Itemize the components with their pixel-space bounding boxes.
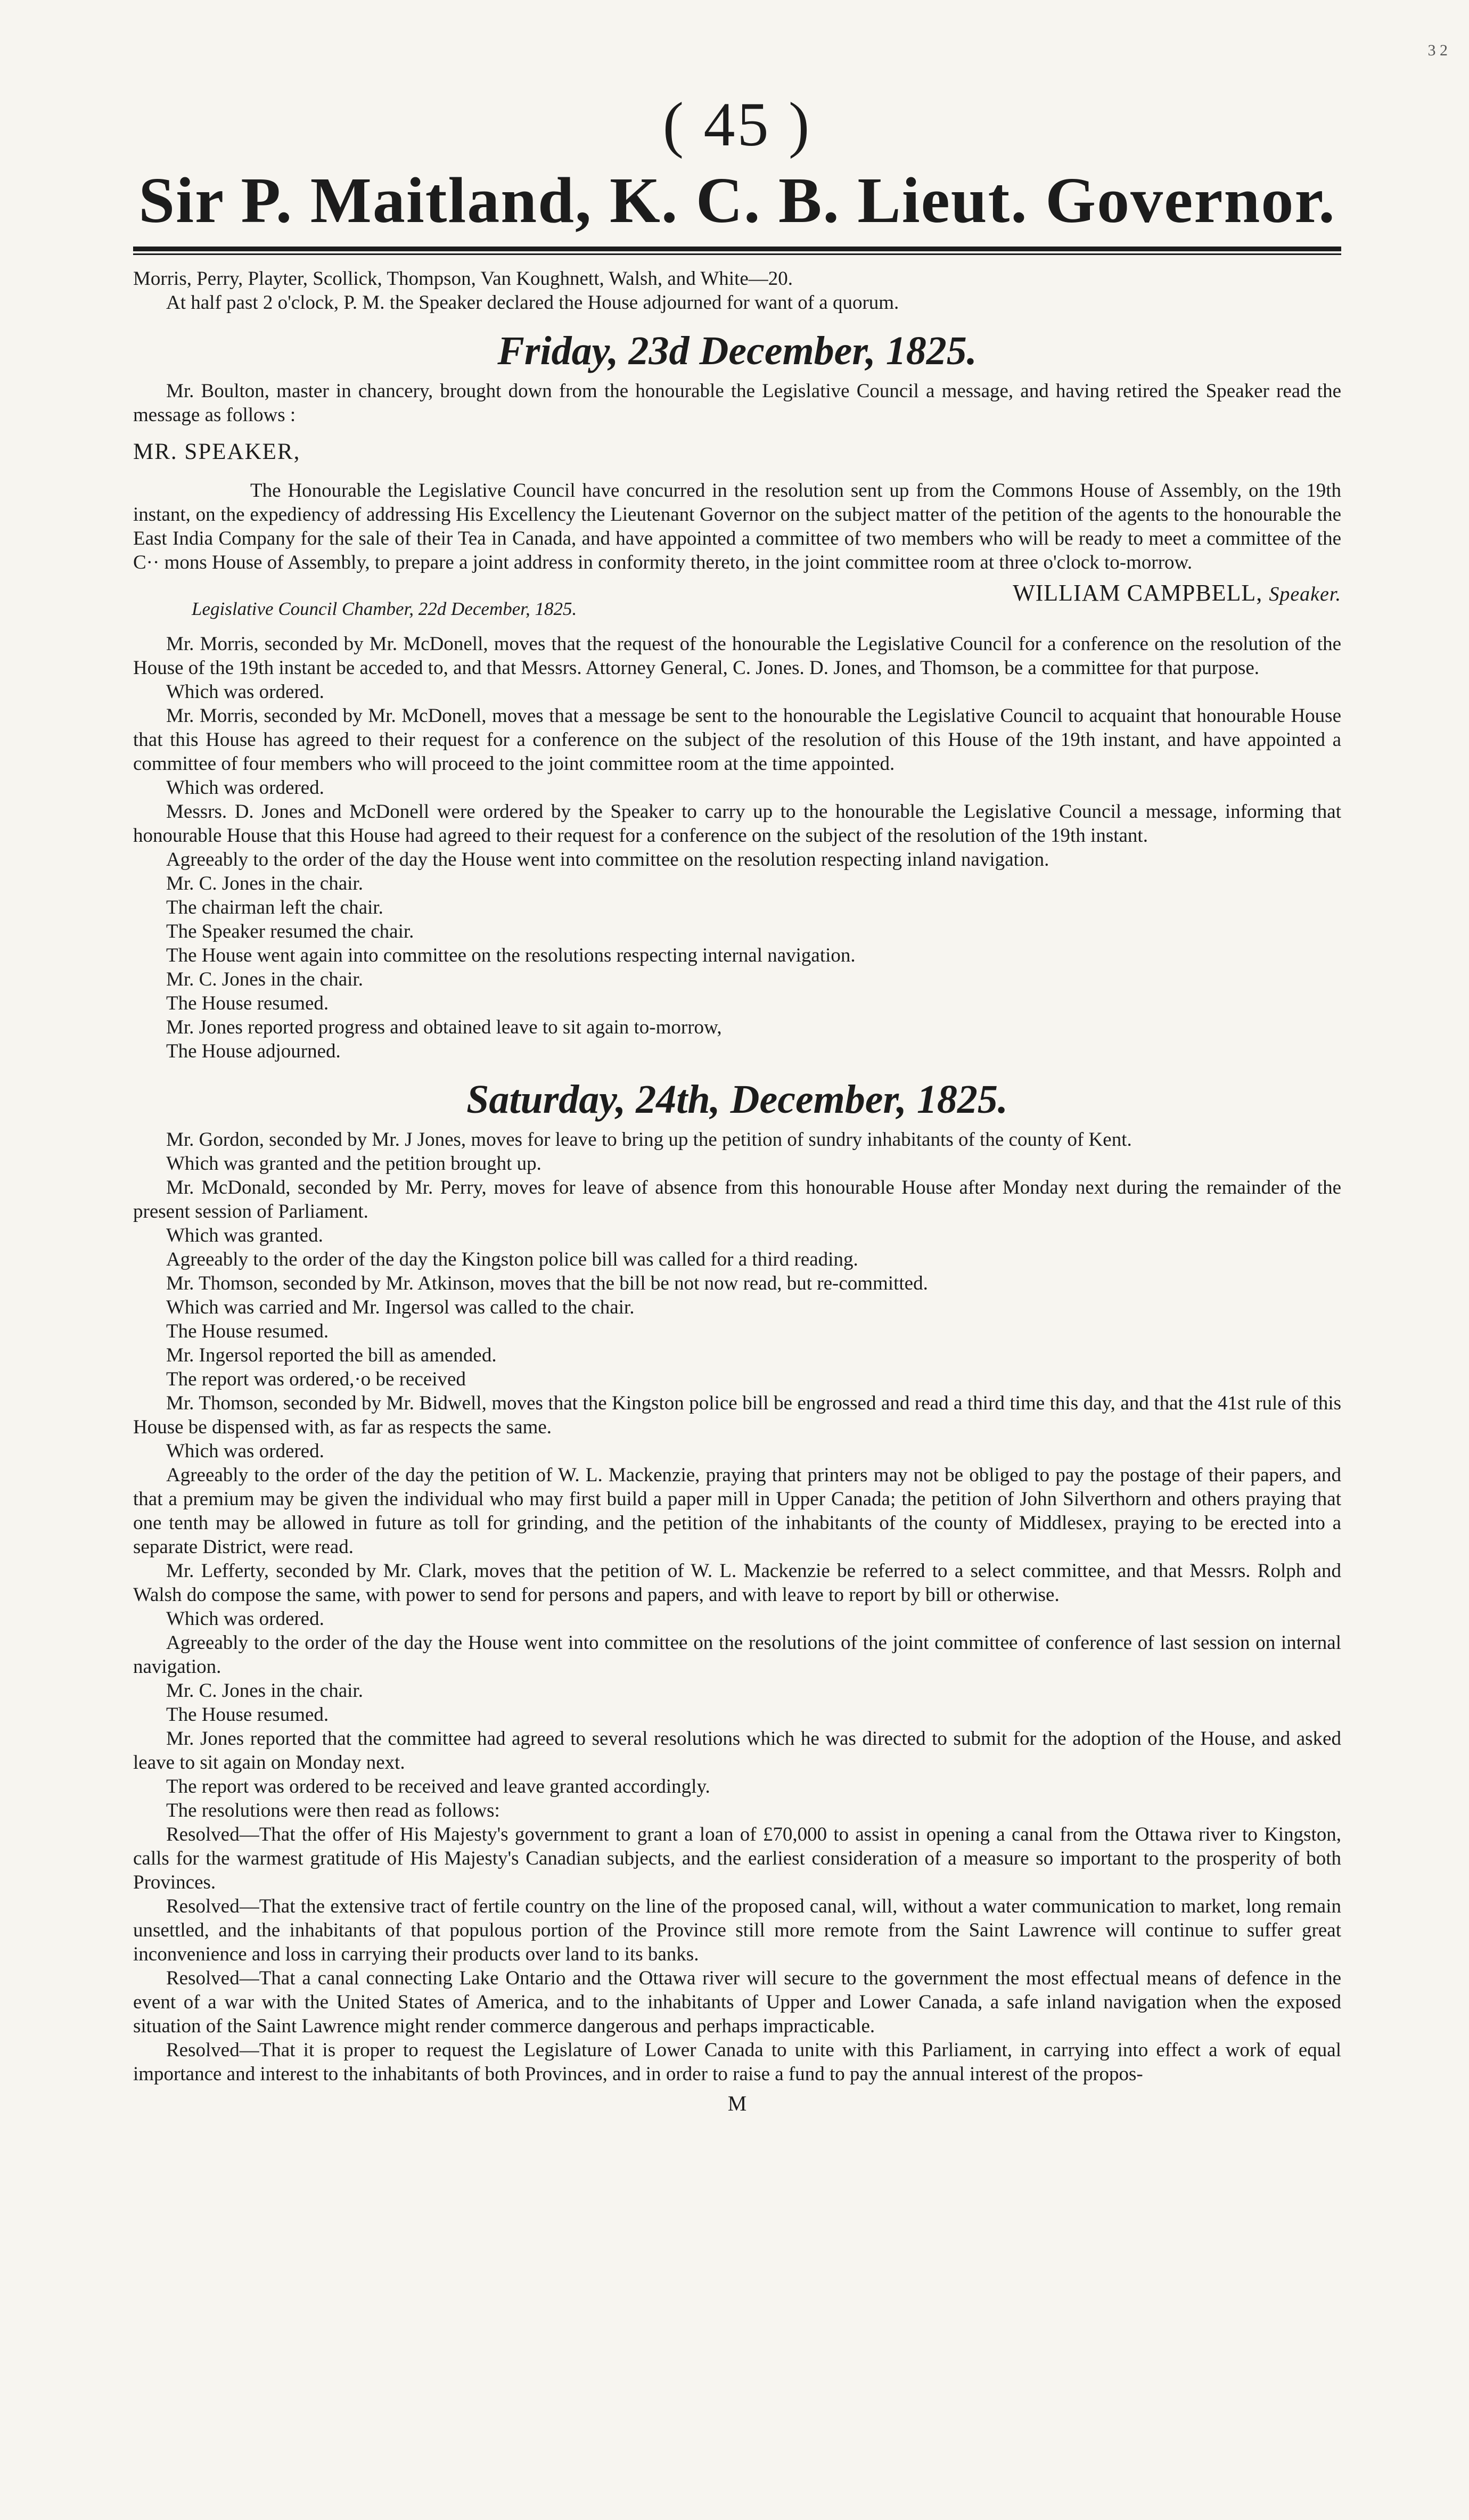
paragraph: The House adjourned. — [166, 1040, 341, 1063]
signature-block — [133, 581, 1341, 618]
paragraph: The House resumed. — [166, 1320, 329, 1343]
paragraph: Mr. Thomson, seconded by Mr. Bidwell, moves that the Kingston police bill be engrossed and read a third time this day, and that the 41st rule of this House be dispensed with, as far as respects the same. — [133, 1392, 1341, 1439]
signature-place: Legislative Council Chamber, 22d December, 1825. — [192, 598, 577, 620]
date-heading: Saturday, 24th, December, 1825. — [466, 1077, 1008, 1122]
paragraph: Mr. Jones reported that the committee had agreed to several resolutions which he was directed to submit for the adoption of the House, and asked leave to sit again on Monday next. — [133, 1728, 1341, 1774]
paragraph: Resolved—That the extensive tract of fertile country on the line of the proposed canal, will, without a water communication to market, long remain unsettled, and the inhabitants of that populous portion of the Province still more remote from the Saint Lawrence will continue to suffer great inconvenience and loss in carrying their products over land to its banks. — [133, 1895, 1341, 1966]
paragraph: Mr. Morris, seconded by Mr. McDonell, moves that the request of the honourable the Legislative Council for a conference on the resolution of the House of the 19th instant be acceded to, and that Messrs. Attorney General, C. Jones. D. Jones, and Thomson, be a committee for that purpose. — [133, 633, 1341, 679]
friday-section — [133, 329, 1341, 1063]
saturday-proceedings — [133, 1128, 1341, 2086]
paragraph: Which was carried and Mr. Ingersol was called to the chair. — [166, 1296, 635, 1319]
signature-title: Speaker. — [1269, 583, 1341, 606]
head-rule-thick — [133, 247, 1341, 251]
message-salutation: MR. SPEAKER, — [133, 439, 301, 465]
paragraph: The report was ordered to be received and leave granted accordingly. — [166, 1776, 710, 1798]
paragraph: Which was ordered. — [166, 777, 324, 799]
paragraph: The Speaker resumed the chair. — [166, 921, 414, 943]
paragraph: Morris, Perry, Playter, Scollick, Thompson, Van Koughnett, Walsh, and White—20. — [133, 268, 793, 290]
paragraph: Which was ordered. — [166, 1608, 324, 1630]
date-heading: Friday, 23d December, 1825. — [497, 329, 977, 374]
paragraph: The House resumed. — [166, 1704, 329, 1726]
paragraph: Mr. McDonald, seconded by Mr. Perry, moves for leave of absence from this honourable House after Monday next during the remainder of the present session of Parliament. — [133, 1177, 1341, 1223]
paragraph: Mr. Jones reported progress and obtained leave to sit again to-morrow, — [166, 1016, 722, 1039]
paragraph: Messrs. D. Jones and McDonell were ordered by the Speaker to carry up to the honourable the Legislative Council a message, informing that honourable House that this House had agreed to their request for a conference on the subject of the resolution of the 19th instant. — [133, 801, 1341, 847]
paragraph: Agreeably to the order of the day the Kingston police bill was called for a third reading. — [166, 1249, 858, 1271]
message-text: The Honourable the Legislative Council have concurred in the resolution sent up from the Commons House of Assembly, on the 19th instant, on the expediency of addressing His Excellency the Lieutenant Governor on the subject matter of the petition of the agents to the honourable the East India Company for the sale of their Tea in Canada, and have appointed a committee of two members who will be ready to meet a committee of the C·· mons House of Assembly, to prepare a joint address in conformity thereto, in the joint committee room at three o'clock to-morrow. — [133, 480, 1341, 574]
paragraph: Mr. C. Jones in the chair. — [166, 1680, 363, 1702]
saturday-section — [133, 1077, 1341, 2116]
paragraph: Mr. Boulton, master in chancery, brought down from the honourable the Legislative Council a message, and having retired the Speaker read the message as follows : — [133, 380, 1341, 426]
signature-name-text: WILLIAM CAMPBELL, — [1013, 580, 1263, 606]
paragraph: Which was granted and the petition brought up. — [166, 1153, 541, 1175]
page-number: ( 45 ) — [662, 89, 812, 159]
paragraph: Mr. Lefferty, seconded by Mr. Clark, moves that the petition of W. L. Mackenzie be referred to a select committee, and that Messrs. Rolph and Walsh do compose the same, with power to send for persons and papers, and with leave to report by bill or otherwise. — [133, 1560, 1341, 1606]
paragraph: Mr. Gordon, seconded by Mr. J Jones, moves for leave to bring up the petition of sundry inhabitants of the county of Kent. — [166, 1129, 1132, 1151]
paragraph: Which was ordered. — [166, 681, 324, 703]
paragraph: Which was ordered. — [166, 1440, 324, 1463]
paragraph: The House resumed. — [166, 992, 329, 1015]
opening-section — [133, 267, 1341, 315]
paragraph: Resolved—That the offer of His Majesty's government to grant a loan of £70,000 to assist in opening a canal from the Ottawa river to Kingston, calls for the warmest gratitude of His Majesty's Canadian subjects, and the earliest consideration of a measure so important to the prosperity of both Provinces. — [133, 1824, 1341, 1894]
paragraph: Mr. Morris, seconded by Mr. McDonell, moves that a message be sent to the honourable the Legislative Council to acquaint that honourable House that this House has agreed to their request for a conference on the subject of the resolution of this House of the 19th instant, and have appointed a committee of four members who will proceed to the joint committee room at the time appointed. — [133, 705, 1341, 775]
document-body — [133, 267, 1341, 2115]
signature-mark: M — [727, 2091, 747, 2116]
paragraph: At half past 2 o'clock, P. M. the Speaker declared the House adjourned for want of a quorum. — [166, 292, 899, 314]
council-message — [133, 479, 1341, 574]
paragraph: The report was ordered,·o be received — [166, 1368, 466, 1391]
paragraph: The resolutions were then read as follows: — [166, 1800, 500, 1822]
corner-mark: 3 2 — [1427, 42, 1448, 59]
friday-proceedings — [133, 632, 1341, 1063]
paragraph: Resolved—That a canal connecting Lake Ontario and the Ottawa river will secure to the government the most effectual means of defence in the event of a war with the United States of America, and to the inhabitants of Upper and Lower Canada, a safe inland navigation when the exposed situation of the Saint Lawrence might render commerce dangerous and perhaps impracticable. — [133, 1967, 1341, 2038]
signature-name — [1013, 581, 1341, 606]
paragraph: Agreeably to the order of the day the petition of W. L. Mackenzie, praying that printers may not be obliged to pay the postage of their papers, and that a premium may be given the individual who may first build a paper mill in Upper Canada; the petition of John Silverthorn and others praying that one tenth may be allowed in future as toll for grinding, and the petition of the inhabitants of the county of Middlesex, praying to be erected into a separate District, were read. — [133, 1464, 1341, 1558]
paragraph: The chairman left the chair. — [166, 897, 383, 919]
paragraph: Mr. C. Jones in the chair. — [166, 873, 363, 895]
paragraph: Which was granted. — [166, 1225, 323, 1247]
paragraph: Resolved—That it is proper to request the Legislature of Lower Canada to unite with this Parliament, in carrying into effect a work of equal importance and interest to the inhabitants of both Provinces, and in order to raise a fund to pay the annual interest of the propos- — [133, 2039, 1341, 2086]
paragraph: Mr. Thomson, seconded by Mr. Atkinson, moves that the bill be not now read, but re-committed. — [166, 1273, 928, 1295]
paragraph: The House went again into committee on the resolutions respecting internal navigation. — [166, 945, 856, 967]
paragraph: Mr. C. Jones in the chair. — [166, 968, 363, 991]
paragraph: Agreeably to the order of the day the House went into committee on the resolutions of the joint committee of conference of last session on internal navigation. — [133, 1632, 1341, 1678]
head-rule-thin — [133, 253, 1341, 255]
paragraph: Mr. Ingersol reported the bill as amended. — [166, 1344, 497, 1367]
running-head: Sir P. Maitland, K. C. B. Lieut. Governor. — [138, 165, 1336, 236]
paragraph: Agreeably to the order of the day the House went into committee on the resolution respecting inland navigation. — [166, 849, 1049, 871]
